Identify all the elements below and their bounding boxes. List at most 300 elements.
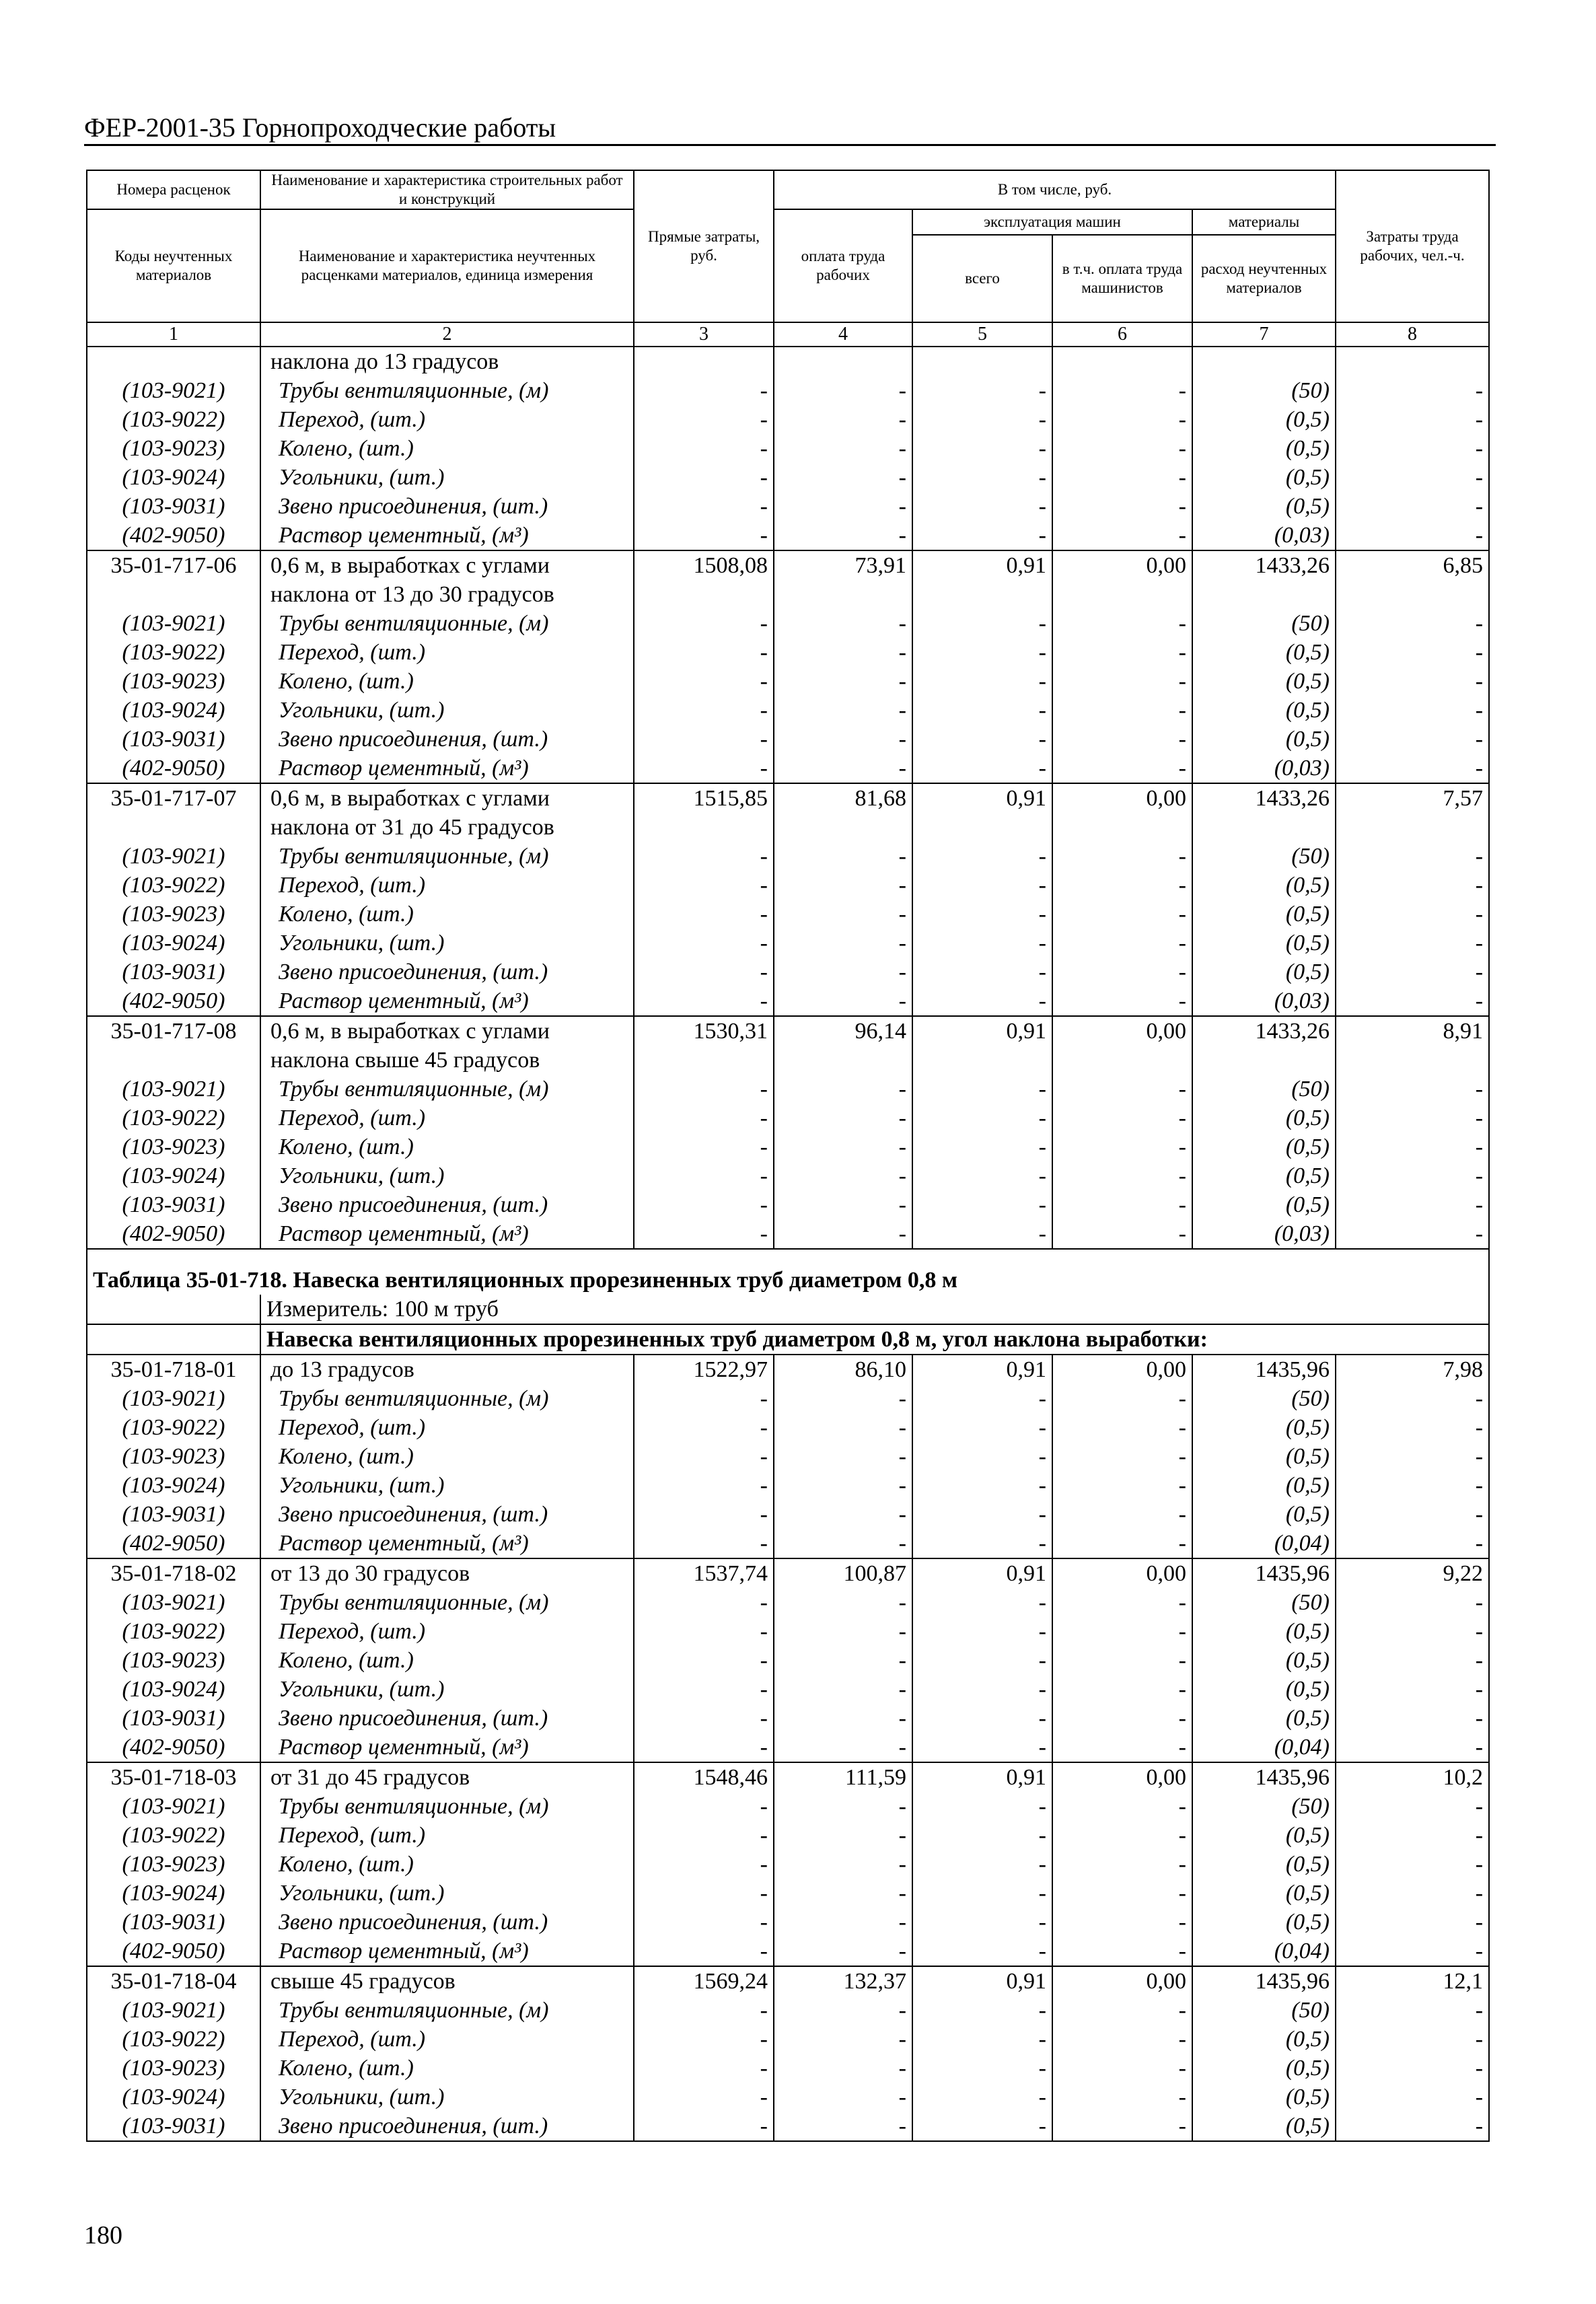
machines-total: - [912,1879,1052,1908]
row-code: 35-01-717-08 [87,1016,260,1046]
materials-value: (0,5) [1192,958,1336,986]
row-name: Колено, (шт.) [260,1442,634,1471]
material-row [87,376,1489,405]
direct-cost: - [634,2025,774,2054]
head-col5: всего [912,235,1052,322]
machinist-pay: - [1052,1996,1192,2025]
direct-cost: - [634,900,774,929]
row-code: (103-9021) [87,1384,260,1413]
machines-total: - [912,696,1052,725]
direct-cost: - [634,1471,774,1500]
labor-pay: - [774,1442,912,1471]
labor-pay: - [774,1161,912,1190]
row-name: Переход, (шт.) [260,1104,634,1132]
machines-total: - [912,1908,1052,1937]
machinist-pay: - [1052,986,1192,1016]
materials-value: (50) [1192,1588,1336,1617]
machinist-pay: - [1052,1075,1192,1104]
row-name: Переход, (шт.) [260,1821,634,1850]
row-code: (103-9023) [87,1850,260,1879]
materials-value: (0,5) [1192,1879,1336,1908]
direct-cost: - [634,2112,774,2141]
materials-value: 1435,96 [1192,1558,1336,1588]
materials-value: (50) [1192,1075,1336,1104]
labor-pay: - [774,1384,912,1413]
direct-cost: - [634,1132,774,1161]
row-code: (103-9024) [87,1879,260,1908]
labor-hours: - [1336,463,1489,492]
row-name: от 13 до 30 градусов [260,1558,634,1588]
materials-value: 1435,96 [1192,1966,1336,1996]
materials-value: (0,5) [1192,1821,1336,1850]
machines-total: - [912,434,1052,463]
labor-pay: - [774,1675,912,1704]
labor-pay: - [774,1733,912,1762]
row-code: (402-9050) [87,521,260,550]
row-name: Колено, (шт.) [260,1646,634,1675]
row-name: 0,6 м, в выработках с углами [260,783,634,813]
machines-total: - [912,2112,1052,2141]
machinist-pay: - [1052,638,1192,667]
materials-value: (0,5) [1192,667,1336,696]
table-body-part1 [87,347,1489,1249]
materials-value [1192,813,1336,842]
machinist-pay: - [1052,1471,1192,1500]
direct-cost: - [634,638,774,667]
machines-total: - [912,1529,1052,1558]
direct-cost: 1537,74 [634,1558,774,1588]
labor-hours: - [1336,900,1489,929]
material-row [87,2112,1489,2141]
table-body-part2 [87,1355,1489,2141]
direct-cost: - [634,929,774,958]
machinist-pay: - [1052,1132,1192,1161]
machinist-pay: - [1052,1733,1192,1762]
direct-cost: 1522,97 [634,1355,774,1384]
material-row [87,1792,1489,1821]
machinist-pay: - [1052,2083,1192,2112]
row-name: Переход, (шт.) [260,871,634,900]
machines-total: - [912,1704,1052,1733]
labor-hours: - [1336,1879,1489,1908]
row-code: (402-9050) [87,1733,260,1762]
materials-value: (0,5) [1192,1190,1336,1219]
row-name: наклона от 31 до 45 градусов [260,813,634,842]
labor-hours [1336,580,1489,609]
row-name: Раствор цементный, (м³) [260,521,634,550]
materials-value: (0,5) [1192,1617,1336,1646]
labor-pay: 96,14 [774,1016,912,1046]
material-row [87,929,1489,958]
row-code: (103-9022) [87,405,260,434]
machinist-pay: - [1052,1617,1192,1646]
row-name: Колено, (шт.) [260,2054,634,2083]
labor-hours: - [1336,1617,1489,1646]
row-name: Переход, (шт.) [260,1617,634,1646]
labor-pay: - [774,1646,912,1675]
labor-pay: - [774,1413,912,1442]
materials-value: (50) [1192,609,1336,638]
rates-table [86,170,1490,2142]
machinist-pay: - [1052,754,1192,783]
row-code: (103-9024) [87,1471,260,1500]
machines-total: - [912,1161,1052,1190]
labor-pay: - [774,638,912,667]
labor-hours: - [1336,1104,1489,1132]
row-code: (103-9021) [87,1588,260,1617]
direct-cost: - [634,463,774,492]
direct-cost [634,580,774,609]
materials-value [1192,580,1336,609]
row-name: 0,6 м, в выработках с углами [260,550,634,580]
col-number: 7 [1192,322,1336,347]
labor-hours: - [1336,725,1489,754]
material-row [87,492,1489,521]
machines-total: 0,91 [912,1966,1052,1996]
labor-pay: - [774,900,912,929]
machines-total: - [912,1646,1052,1675]
machinist-pay: - [1052,521,1192,550]
row-code: (103-9023) [87,667,260,696]
direct-cost: 1515,85 [634,783,774,813]
materials-value: (0,5) [1192,1104,1336,1132]
row-code: (103-9022) [87,1617,260,1646]
machinist-pay: 0,00 [1052,1355,1192,1384]
materials-value: (0,5) [1192,2025,1336,2054]
machinist-pay: - [1052,1879,1192,1908]
machines-total: - [912,492,1052,521]
labor-pay: - [774,1792,912,1821]
machinist-pay: - [1052,929,1192,958]
machines-total: - [912,638,1052,667]
head-col2-top: Наименование и характеристика строительных работ и конструкций [260,170,634,209]
labor-pay: - [774,667,912,696]
labor-pay: - [774,1879,912,1908]
row-name: Раствор цементный, (м³) [260,1733,634,1762]
machinist-pay: - [1052,1588,1192,1617]
rate-row [87,1558,1489,1588]
row-name: Трубы вентиляционные, (м) [260,1588,634,1617]
materials-value: (50) [1192,1384,1336,1413]
machinist-pay: - [1052,1529,1192,1558]
labor-pay: - [774,492,912,521]
labor-pay [774,347,912,376]
row-code: (103-9024) [87,929,260,958]
row-name: Звено присоединения, (шт.) [260,492,634,521]
labor-hours: - [1336,1996,1489,2025]
head-materials: материалы [1192,209,1336,235]
machines-total [912,347,1052,376]
row-code: (103-9021) [87,1075,260,1104]
labor-hours: 8,91 [1336,1016,1489,1046]
row-name: Угольники, (шт.) [260,1161,634,1190]
labor-pay: - [774,405,912,434]
labor-pay: - [774,521,912,550]
machines-total: - [912,463,1052,492]
machines-total: - [912,958,1052,986]
row-code: (103-9031) [87,2112,260,2141]
machinist-pay: - [1052,2054,1192,2083]
material-row [87,638,1489,667]
head-col2-bottom: Наименование и характеристика неучтенных расценками материалов, единица измерения [260,209,634,322]
labor-hours: - [1336,842,1489,871]
table-head [87,170,1489,347]
labor-pay: - [774,1937,912,1966]
direct-cost: - [634,1190,774,1219]
labor-pay: - [774,463,912,492]
labor-hours: - [1336,754,1489,783]
material-row [87,1704,1489,1733]
materials-value: (0,5) [1192,638,1336,667]
direct-cost: - [634,1996,774,2025]
labor-pay: - [774,1075,912,1104]
machinist-pay [1052,1046,1192,1075]
head-col1-bottom: Коды неучтенных материалов [87,209,260,322]
material-row [87,1442,1489,1471]
head-col7: расход неучтенных материалов [1192,235,1336,322]
machines-total: - [912,609,1052,638]
page-header: ФЕР-2001-35 Горнопроходческие работы [84,113,1496,146]
row-name: Трубы вентиляционные, (м) [260,1792,634,1821]
section-measure: Измеритель: 100 м труб [260,1295,1489,1324]
materials-value: (0,5) [1192,463,1336,492]
machinist-pay: 0,00 [1052,1558,1192,1588]
row-name: Раствор цементный, (м³) [260,986,634,1016]
row-name: Колено, (шт.) [260,1850,634,1879]
materials-value: 1435,96 [1192,1762,1336,1792]
direct-cost: - [634,1821,774,1850]
materials-value: (0,5) [1192,1471,1336,1500]
direct-cost: - [634,696,774,725]
row-code: (103-9022) [87,2025,260,2054]
row-code: (103-9023) [87,1132,260,1161]
labor-pay: - [774,1908,912,1937]
labor-hours: - [1336,1704,1489,1733]
material-row [87,1413,1489,1442]
row-name: Раствор цементный, (м³) [260,1219,634,1249]
machines-total: - [912,929,1052,958]
materials-value: (0,5) [1192,2054,1336,2083]
machines-total: - [912,405,1052,434]
row-code: (103-9021) [87,376,260,405]
row-name: 0,6 м, в выработках с углами [260,1016,634,1046]
machinist-pay: 0,00 [1052,1016,1192,1046]
machines-total: - [912,1792,1052,1821]
machinist-pay: - [1052,1219,1192,1249]
row-name: Звено присоединения, (шт.) [260,1500,634,1529]
head-col6: в т.ч. оплата труда машинистов [1052,235,1192,322]
material-row [87,1617,1489,1646]
labor-pay: - [774,2083,912,2112]
machines-total [912,1046,1052,1075]
material-row [87,958,1489,986]
direct-cost: - [634,667,774,696]
material-row [87,1588,1489,1617]
labor-hours: 10,2 [1336,1762,1489,1792]
machines-total: - [912,376,1052,405]
row-code: (103-9022) [87,638,260,667]
machinist-pay: - [1052,667,1192,696]
col-number: 8 [1336,322,1489,347]
material-row [87,1471,1489,1500]
labor-pay: - [774,696,912,725]
machines-total: - [912,1190,1052,1219]
machinist-pay [1052,580,1192,609]
material-row [87,1850,1489,1879]
materials-value: (0,5) [1192,1413,1336,1442]
direct-cost: - [634,1733,774,1762]
row-name: Угольники, (шт.) [260,696,634,725]
direct-cost: - [634,492,774,521]
labor-pay: 132,37 [774,1966,912,1996]
labor-pay: - [774,1821,912,1850]
machines-total: - [912,754,1052,783]
direct-cost: - [634,1588,774,1617]
group-spacer [87,1324,260,1355]
machinist-pay: 0,00 [1052,550,1192,580]
labor-hours: - [1336,1442,1489,1471]
machines-total: - [912,521,1052,550]
labor-pay: - [774,1190,912,1219]
row-name: от 31 до 45 градусов [260,1762,634,1792]
machinist-pay: 0,00 [1052,1966,1192,1996]
material-row [87,1996,1489,2025]
labor-pay: - [774,871,912,900]
labor-hours: - [1336,986,1489,1016]
machines-total: - [912,1132,1052,1161]
direct-cost: - [634,2054,774,2083]
direct-cost: - [634,842,774,871]
material-row [87,2025,1489,2054]
direct-cost: - [634,1442,774,1471]
row-name: Трубы вентиляционные, (м) [260,1996,634,2025]
labor-hours: - [1336,1821,1489,1850]
labor-pay: - [774,1132,912,1161]
labor-hours: - [1336,1646,1489,1675]
labor-hours: - [1336,929,1489,958]
materials-value: (0,5) [1192,434,1336,463]
machines-total: - [912,1996,1052,2025]
materials-value: (0,03) [1192,521,1336,550]
row-code: (103-9031) [87,1190,260,1219]
row-code: (103-9031) [87,725,260,754]
machines-total: 0,91 [912,1762,1052,1792]
machines-total: 0,91 [912,550,1052,580]
machines-total: - [912,1733,1052,1762]
machinist-pay: 0,00 [1052,783,1192,813]
labor-pay: - [774,1588,912,1617]
row-name: Угольники, (шт.) [260,1471,634,1500]
direct-cost [634,1046,774,1075]
materials-value: (0,5) [1192,696,1336,725]
materials-value: (50) [1192,1792,1336,1821]
labor-pay: - [774,1471,912,1500]
machinist-pay: - [1052,1190,1192,1219]
material-row [87,405,1489,434]
head-machines: эксплуатация машин [912,209,1192,235]
labor-hours: 6,85 [1336,550,1489,580]
material-row [87,1190,1489,1219]
material-row [87,1908,1489,1937]
machines-total: - [912,1442,1052,1471]
section-title: Таблица 35-01-718. Навеска вентиляционных прорезиненных труб диаметром 0,8 м [87,1249,1489,1295]
row-code: (103-9022) [87,871,260,900]
machinist-pay: - [1052,1704,1192,1733]
direct-cost: - [634,1850,774,1879]
labor-pay: - [774,1704,912,1733]
machines-total: - [912,2025,1052,2054]
continuation-row [87,813,1489,842]
labor-hours: 7,57 [1336,783,1489,813]
direct-cost: 1508,08 [634,550,774,580]
materials-value: (0,04) [1192,1733,1336,1762]
labor-pay [774,813,912,842]
machines-total: - [912,842,1052,871]
labor-hours: 12,1 [1336,1966,1489,1996]
machinist-pay: - [1052,2025,1192,2054]
machines-total: - [912,1219,1052,1249]
machinist-pay: - [1052,434,1192,463]
rate-row [87,1966,1489,1996]
labor-hours: 9,22 [1336,1558,1489,1588]
row-name: Переход, (шт.) [260,1413,634,1442]
row-code: (402-9050) [87,1529,260,1558]
materials-value: (50) [1192,376,1336,405]
machines-total: - [912,2054,1052,2083]
materials-value: (0,5) [1192,1850,1336,1879]
machines-total: 0,91 [912,783,1052,813]
labor-hours: - [1336,609,1489,638]
materials-value: (0,5) [1192,2112,1336,2141]
labor-hours: - [1336,1413,1489,1442]
row-code: (402-9050) [87,1219,260,1249]
section-group: Навеска вентиляционных прорезиненных труб диаметром 0,8 м, угол наклона выработки: [260,1324,1489,1355]
machinist-pay: - [1052,1908,1192,1937]
material-row [87,1132,1489,1161]
row-name: Трубы вентиляционные, (м) [260,1075,634,1104]
rate-row [87,1762,1489,1792]
row-code [87,813,260,842]
direct-cost: - [634,1879,774,1908]
row-code: 35-01-718-02 [87,1558,260,1588]
direct-cost: - [634,1219,774,1249]
head-including: В том числе, руб. [774,170,1336,209]
direct-cost: - [634,871,774,900]
labor-hours: - [1336,521,1489,550]
materials-value: (0,5) [1192,1908,1336,1937]
labor-hours: - [1336,1075,1489,1104]
direct-cost: - [634,1792,774,1821]
direct-cost: 1548,46 [634,1762,774,1792]
row-code [87,347,260,376]
machines-total: - [912,1384,1052,1413]
row-name: Звено присоединения, (шт.) [260,958,634,986]
labor-hours [1336,1046,1489,1075]
material-row [87,1104,1489,1132]
direct-cost: - [634,1075,774,1104]
machinist-pay: - [1052,492,1192,521]
direct-cost: - [634,1704,774,1733]
material-row [87,1675,1489,1704]
row-code: 35-01-717-06 [87,550,260,580]
labor-pay: - [774,2025,912,2054]
materials-value: (0,5) [1192,900,1336,929]
row-name: Угольники, (шт.) [260,463,634,492]
material-row [87,667,1489,696]
row-code: 35-01-717-07 [87,783,260,813]
labor-hours: - [1336,1529,1489,1558]
machines-total: - [912,1413,1052,1442]
